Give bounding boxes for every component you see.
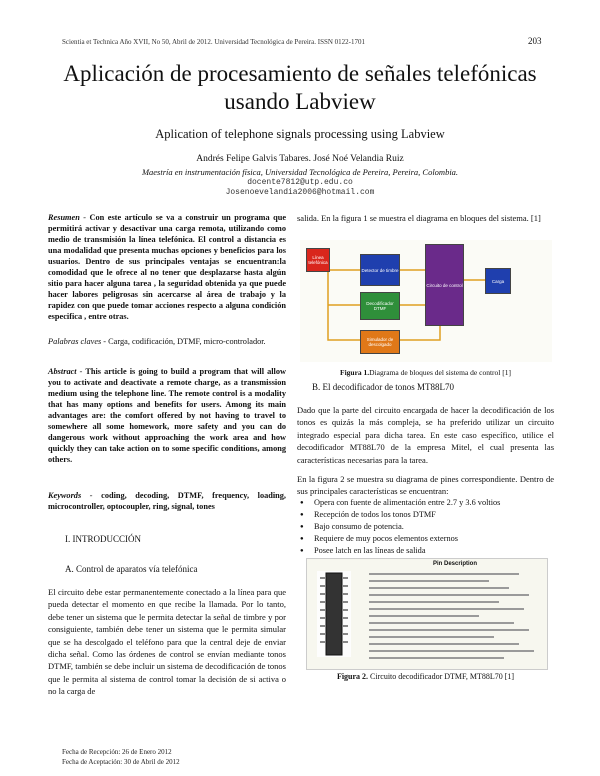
palabras-claves: [48, 336, 286, 347]
subsection-b: B. El decodificador de tonos MT88L70: [312, 382, 454, 392]
abstract-text: This article is going to build a program that will allow you to activate and deactivate a remote charge, as a transmission medium using the telephone line. The remote control is a modality that has many options and benefits for users. Among its main advantages are: the comfort offered by not having to travel to somewhere all some homework, more safety and you can do dangerous work without approaching the work area and how quickly they can take action on to some specific conditions, among others.: [48, 367, 286, 464]
pin-table-title: Pin Description: [432, 561, 477, 567]
dtmf-decoder-block: Decodificador DTMF: [360, 292, 400, 320]
figure-2-caption: [297, 672, 554, 681]
paragraph-b2: En la figura 2 se muestra su diagrama de pines correspondiente. Dentro de sus principales características se encuentran:: [297, 474, 554, 496]
title-line-1: Aplicación de procesamiento de señales telefónicas: [63, 61, 537, 86]
resumen-label: Resumen -: [48, 213, 87, 222]
fig1-text: Diagrama de bloques del sistema de control [1]: [369, 368, 511, 377]
keywords-text: coding, decoding, DTMF, frequency, loading, microcontroller, optocoupler, ring, signal, tones: [48, 491, 287, 511]
footer-received: Fecha de Recepción: 26 de Enero 2012: [62, 748, 172, 756]
right-intro-text: salida. En la figura 1 se muestra el diagrama en bloques del sistema. [1]: [297, 213, 541, 223]
resumen: [48, 212, 286, 322]
paragraph-b1: Dado que la parte del circuito encargada de hacer la decodificación de los tonos es quizás la más compleja, se ha preferido utilizar un circuito integrado especial para dicha tarea. En este caso específico, utilice el decodificador MT88L70 de la empresa Mitel, el cual presenta las características necesarias para la tarea.: [297, 405, 554, 465]
intro-paragraph: El circuito debe estar permanentemente conectado a la línea para que pueda detectar el momento en que recibe la llamada. Por lo tanto, debe tener un sistema que le permita detectar la señal de timbre y por consiguiente, también debe tener un sistema que le permita simular que se ha descolgado el teléfono para que la central deje de enviar dicha señal. Como las órdenes de control se envían mediante tonos DTMF, también se debe incluir un sistema de decodificación de tonos que le permita al sistema de control tomar la decisión de si activa o no la carga de: [48, 587, 286, 697]
features-list: [300, 497, 554, 557]
footer-accepted: Fecha de Aceptación: 30 de Abril de 2012: [62, 758, 180, 766]
fig2-label: Figura 2.: [336, 672, 369, 681]
abstract: [48, 366, 286, 465]
fig1-label: Figura 1.: [339, 368, 370, 377]
keywords-label: Keywords -: [48, 491, 93, 500]
subsection-a: A. Control de aparatos vía telefónica: [65, 564, 198, 574]
load-block: Carga: [485, 268, 511, 294]
list-item: ● Opera con fuente de alimentación entre 2.7 y 3.6 voltios: [300, 497, 554, 509]
figure-1-caption: [297, 368, 554, 377]
phone-line-block: Línea telefónica: [306, 248, 330, 272]
english-title: Aplication of telephone signals processing using Labview: [155, 127, 445, 141]
chip-pinout: [317, 571, 351, 657]
chip-icon: [317, 571, 351, 657]
title-line-2: usando Labview: [224, 89, 376, 114]
palabras-text: Carga, codificación, DTMF, micro-controlador.: [106, 337, 266, 346]
affiliation: Maestría en instrumentación física, Universidad Tecnológica de Pereira, Pereira, Colombia.: [141, 167, 459, 177]
palabras-label: Palabras claves -: [48, 337, 107, 346]
abstract-label: Abstract -: [48, 367, 83, 376]
paper-title: [40, 60, 560, 116]
resumen-text: Con este artículo se va a construir un programa que permitirá activar y desactivar una carga remota, utilizando como medio de transmisión la línea telefónica. El control a distancia es una modalidad que presenta muchas opciones y beneficios para los usuarios. Dentro de sus principales ventajas se encuentran:la comodidad que le ofrece al no tener que desplazarse hasta algún sitio para hacer alguna tarea , la seguridad obtenida ya que puede hacer labores peligrosas sin acercarse al área de trabajo y la rapidez con que puede tomar acciones respecto a alguna condición especifica , entre otras.: [48, 213, 287, 321]
pin-table-lines: [367, 571, 543, 665]
list-item: ● Bajo consumo de potencia.: [300, 521, 554, 533]
list-item: ● Recepción de todos los tonos DTMF: [300, 509, 554, 521]
authors: Andrés Felipe Galvis Tabares. José Noé Velandia Ruiz: [196, 154, 404, 164]
ring-detector-block: Detector de timbre: [360, 254, 400, 286]
off-hook-block: Simulador de descolgado: [360, 330, 400, 354]
keywords: [48, 490, 286, 512]
control-circuit-block: Circuito de control: [425, 244, 464, 326]
figure-2-image: [306, 558, 548, 670]
email-1: docente7812@utp.edu.co: [247, 178, 353, 187]
figure-1-diagram: [300, 240, 552, 362]
fig2-text: Circuito decodificador DTMF, MT88L70 [1]: [368, 672, 515, 681]
page-number: 203: [528, 36, 542, 46]
section-introduccion: I. INTRODUCCIÓN: [65, 534, 141, 544]
list-item: ● Requiere de muy pocos elementos externos: [300, 533, 554, 545]
list-item: ● Posee latch en las líneas de salida: [300, 545, 554, 557]
running-header: Scientia et Technica Año XVII, No 50, Abril de 2012. Universidad Tecnológica de Pereira. ISSN 0122-1701: [62, 38, 365, 46]
email-2: Josenoevelandia2006@hotmail.com: [225, 188, 375, 197]
